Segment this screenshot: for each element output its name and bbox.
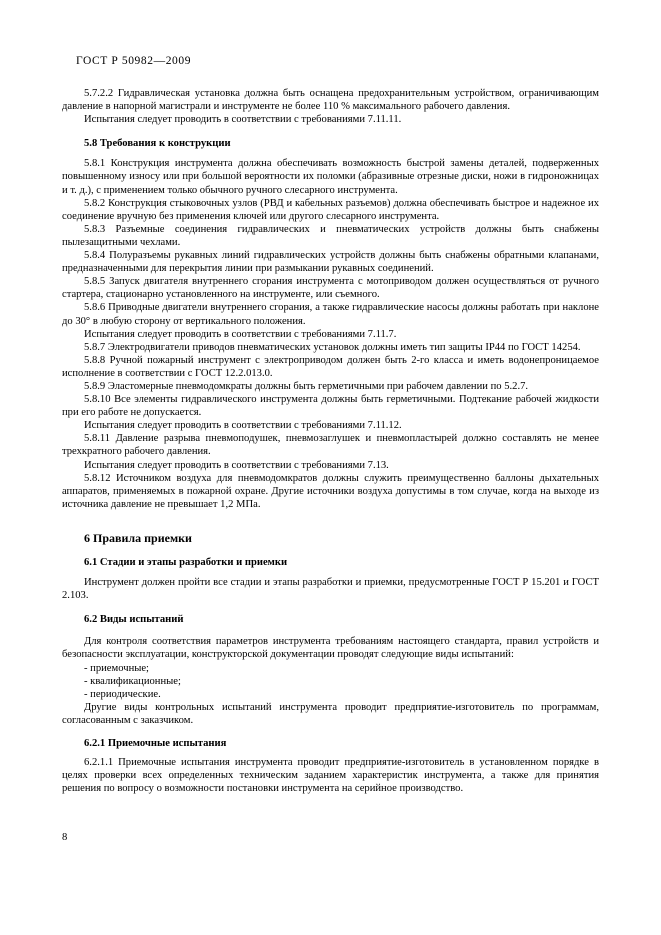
paragraph: Другие виды контрольных испытаний инструмента проводит предприятие-изготовитель по программам, согласованным с заказчиком. — [62, 701, 599, 726]
list-item: - квалификационные; — [84, 675, 181, 687]
paragraph: 5.8.12 Источником воздуха для пневмодомкратов должны служить преимущественно баллоны дыхательных аппаратов, применяемых в пожарной охране. Другие источники воздуха допустимы в том случае, когда на выходе из источника давление не превышает 1,2 МПа. — [62, 472, 599, 510]
section-heading: 6.2 Виды испытаний — [84, 614, 184, 626]
sub-heading: 6.2.1 Приемочные испытания — [84, 738, 227, 750]
paragraph: 5.8.3 Разъемные соединения гидравлических и пневматических устройств должны быть снабжены пылезащитными чехлами. — [62, 223, 599, 248]
page-number: 8 — [62, 832, 68, 843]
list-item: - приемочные; — [84, 662, 150, 674]
paragraph: 5.7.2.2 Гидравлическая установка должна быть оснащена предохранительным устройством, ограничивающим давление в напорной магистрали и инструменте не более 110 % максимального рабочего давления. — [62, 88, 599, 113]
paragraph: 5.8.7 Электродвигатели приводов пневматических установок должны иметь тип защиты IP44 по ГОСТ 14254. — [84, 341, 581, 353]
paragraph: Для контроля соответствия параметров инструмента требованиям настоящего стандарта, правил устройств и безопасности эксплуатации, конструкторской документации проводят следующие виды испытаний: — [62, 636, 599, 661]
paragraph: 5.8.1 Конструкция инструмента должна обеспечивать возможность быстрой замены деталей, подверженных повышенному износу или при большой вероятности их поломки (абразивные отрезные диски, ножи в гидроножницах и т. д.), с применением только обычного ручного слесарного инструмента. — [62, 158, 599, 196]
major-heading: 6 Правила приемки — [84, 530, 192, 545]
paragraph: 5.8.10 Все элементы гидравлического инструмента должны быть герметичными. Подтекание рабочей жидкости при его работе не допускается. — [62, 394, 599, 419]
section-heading: 5.8 Требования к конструкции — [84, 138, 231, 150]
paragraph: 5.8.6 Приводные двигатели внутреннего сгорания, а также гидравлические насосы должны работать при наклоне до 30° в любую сторону от вертикального положения. — [62, 302, 599, 327]
list-item: - периодические. — [84, 688, 161, 700]
paragraph: Испытания следует проводить в соответствии с требованиями 7.13. — [84, 459, 389, 471]
paragraph: 5.8.11 Давление разрыва пневмоподушек, пневмозаглушек и пневмопластырей должно составлять не менее трехкратного рабочего давления. — [62, 433, 599, 458]
section-heading: 6.1 Стадии и этапы разработки и приемки — [84, 557, 288, 568]
paragraph: Испытания следует проводить в соответствии с требованиями 7.11.12. — [84, 420, 402, 432]
paragraph: 5.8.4 Полуразъемы рукавных линий гидравлических устройств должны быть снабжены обратными клапанами, предназначенными для перекрытия линии при размыкании рукавных соединений. — [62, 250, 599, 275]
paragraph: 5.8.8 Ручной пожарный инструмент с электроприводом должен быть 2-го класса и иметь водонепроницаемое исполнение в соответствии с ГОСТ 12.2.013.0. — [62, 354, 599, 379]
document-body — [62, 87, 599, 795]
paragraph: 6.2.1.1 Приемочные испытания инструмента проводит предприятие-изготовитель в установленном порядке в целях проверки всех определенных техническим заданием характеристик инструмента, а также для принятия решения по вопросу о возможности постановки инструмента на серийное производство. — [62, 757, 599, 795]
page-header: ГОСТ Р 50982—2009 — [76, 55, 192, 67]
paragraph: Инструмент должен пройти все стадии и этапы разработки и приемки, предусмотренные ГОСТ Р 15.201 и ГОСТ 2.103. — [62, 577, 599, 602]
paragraph: 5.8.5 Запуск двигателя внутреннего сгорания инструмента с мотоприводом должен осуществляться от ручного стартера, стационарно установленного на инструменте, или съемного. — [62, 276, 599, 301]
paragraph: 5.8.2 Конструкция стыковочных узлов (РВД и кабельных разъемов) должна обеспечивать быстрое и надежное их соединение вручную без применения ключей или другого слесарного инструмента. — [62, 197, 599, 222]
paragraph: 5.8.9 Эластомерные пневмодомкраты должны быть герметичными при рабочем давлении по 5.2.7. — [84, 380, 529, 392]
paragraph: Испытания следует проводить в соответствии с требованиями 7.11.7. — [84, 328, 397, 340]
paragraph: Испытания следует проводить в соответствии с требованиями 7.11.11. — [84, 114, 402, 126]
